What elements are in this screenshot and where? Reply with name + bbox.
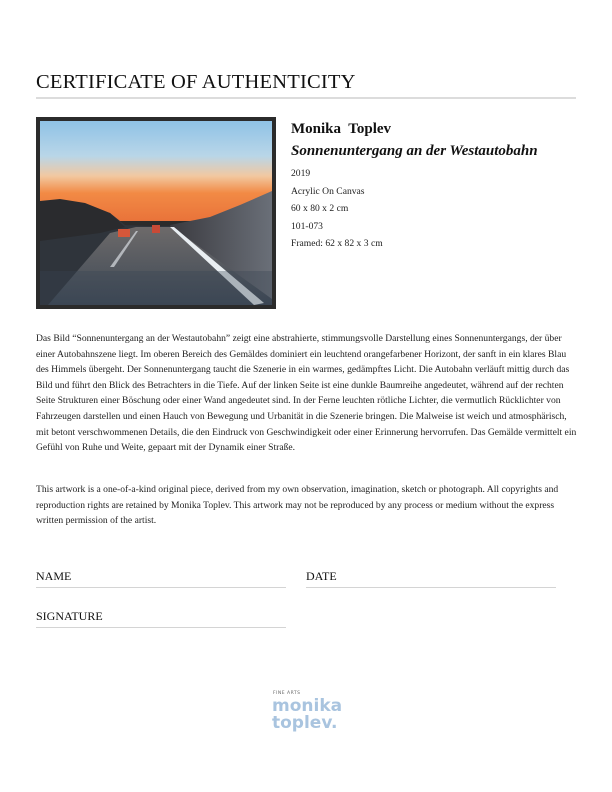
logo-tagline: FINE ARTS bbox=[273, 691, 301, 696]
name-label: NAME bbox=[36, 569, 72, 583]
artwork-dimensions: 60 x 80 x 2 cm bbox=[291, 203, 349, 214]
logo-word-toplev: toplev. bbox=[272, 713, 338, 733]
date-label: DATE bbox=[306, 569, 337, 583]
title-divider bbox=[36, 97, 576, 99]
artwork-image bbox=[36, 117, 276, 309]
artwork-description: Das Bild “Sonnenuntergang an der Westautobahn” zeigt eine abstrahierte, stimmungsvolle Darstellung eines Sonnenuntergangs, der über einer Autobahnszene liegt. Im oberen Bereich des Gemäldes dominiert ein leuchtend orangefarbener Horizont, der sanft in ein klares Blau des Himmels übergeht. Der Sonnenuntergang taucht die Szenerie in ein warmes, gedämpftes Licht. Die Autobahn verläuft mittig durch das Bild und führt den Blick des Betrachters in die Tiefe. Auf der linken Seite ist eine dunkle Baumreihe angedeutet, während auf der rechten Seite Strukturen einer Böschung oder einer Wand angedeutet sind. In der Ferne leuchten rötliche Lichter, die vermutlich Rücklichter von Fahrzeugen darstellen und einen Hauch von Bewegung und Urbanität in die Szenerie bringen. Die Malweise ist weich und atmosphärisch, mit betont verschwommenen Details, die den Eindruck von Geschwindigkeit oder einer Erinnerung hervorrufen. Das Gemälde vermittelt ein Gefühl von Ruhe und Weite, gepaart mit der Dynamik einer Straße. bbox=[36, 333, 577, 454]
signature-line[interactable] bbox=[36, 627, 286, 628]
painting-illustration bbox=[40, 121, 272, 305]
copyright-statement: This artwork is a one-of-a-kind original piece, derived from my own observation, imagination, sketch or photograph. All copyrights and reproduction rights are retained by Monika Toplev. This artwork may not be reproduced by any process or medium without the express written permission of the artist. bbox=[36, 484, 559, 527]
artwork-title: Sonnenuntergang an der Westautobahn bbox=[291, 143, 538, 159]
date-line[interactable] bbox=[306, 587, 556, 588]
name-line[interactable] bbox=[36, 587, 286, 588]
certificate-title: CERTIFICATE OF AUTHENTICITY bbox=[36, 71, 356, 93]
signature-label: SIGNATURE bbox=[36, 609, 103, 623]
logo-word-monika: monika bbox=[272, 696, 343, 716]
artist-name: Monika Toplev bbox=[291, 121, 392, 137]
artwork-details bbox=[291, 121, 581, 253]
artwork-framed-size: Framed: 62 x 82 x 3 cm bbox=[291, 238, 383, 249]
artwork-inventory-number: 101-073 bbox=[291, 220, 323, 232]
brand-logo bbox=[272, 690, 342, 740]
artwork-medium: Acrylic On Canvas bbox=[291, 185, 365, 197]
artwork-year: 2019 bbox=[291, 168, 311, 179]
